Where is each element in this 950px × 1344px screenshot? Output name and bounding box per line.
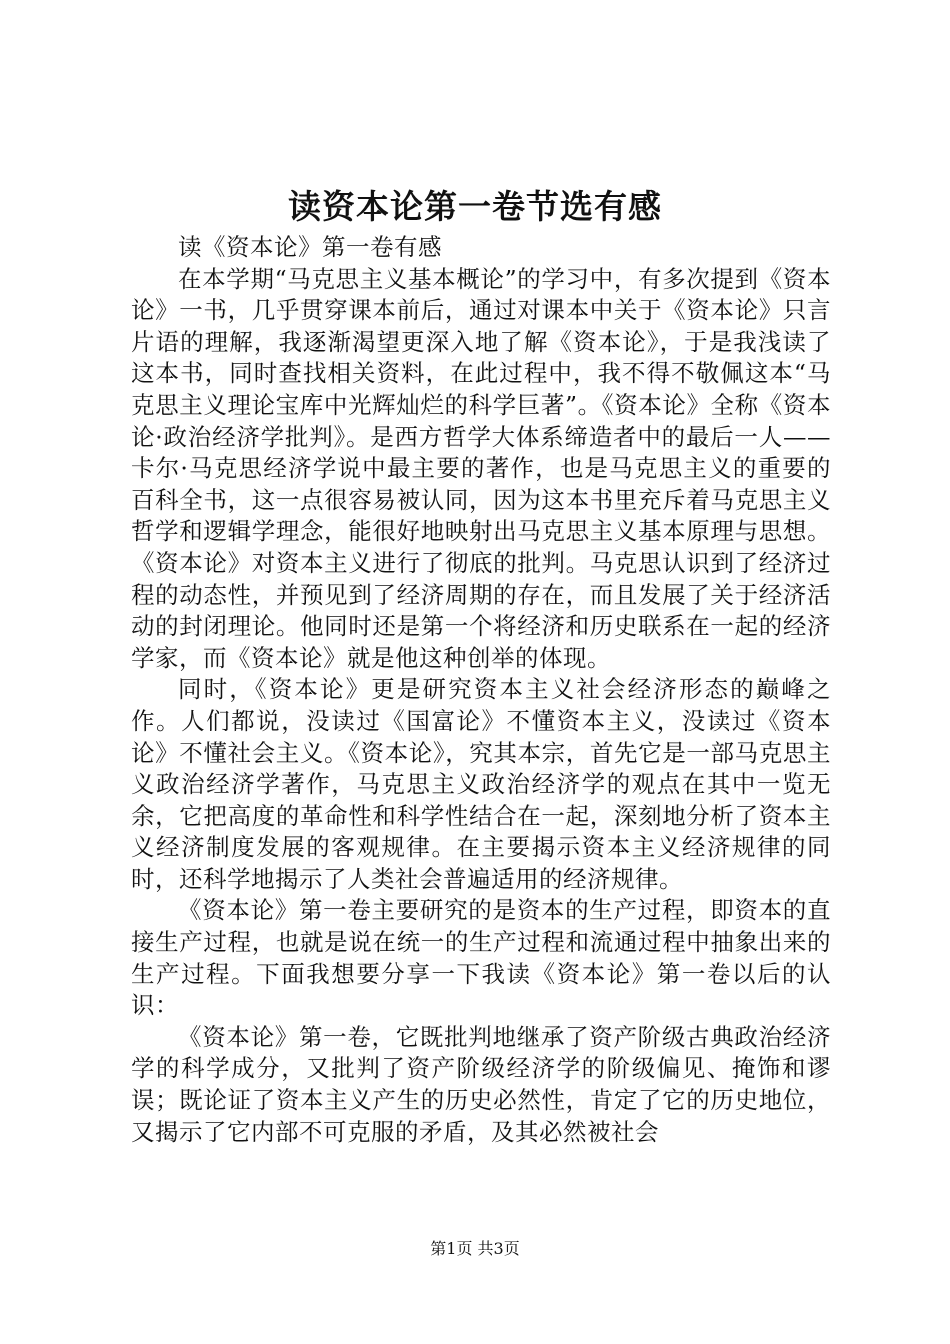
paragraph: 《资本论》第一卷，它既批判地继承了资产阶级古典政治经济学的科学成分，又批判了资产阶级经济学的阶级偏见、掩饰和谬误；既论证了资本主义产生的历史必然性，肯定了它的历史地位，又揭示了它内部不可克服的矛盾，及其必然被社会 [131, 1022, 831, 1146]
document-title: 读资本论第一卷节选有感 [288, 187, 662, 226]
paragraph-subtitle: 读《资本论》第一卷有感 [178, 233, 442, 261]
document-body [131, 232, 831, 1148]
page-footer: 第1页 共3页 [430, 1239, 520, 1258]
paragraph: 在本学期“马克思主义基本概论”的学习中，有多次提到《资本论》一书，几乎贯穿课本前后，通过对课本中关于《资本论》只言片语的理解，我逐渐渴望更深入地了解《资本论》，于是我浅读了这本书，同时查找相关资料，在此过程中，我不得不敬佩这本“马克思主义理论宝库中光辉灿烂的科学巨著”。《资本论》全称《资本论·政治经济学批判》。是西方哲学大体系缔造者中的最后一人——卡尔·马克思经济学说中最主要的著作，也是马克思主义的重要的百科全书，这一点很容易被认同，因为这本书里充斥着马克思主义哲学和逻辑学理念，能很好地映射出马克思主义基本原理与思想。《资本论》对资本主义进行了彻底的批判。马克思认识到了经济过程的动态性，并预见到了经济周期的存在，而且发展了关于经济活动的封闭理论。他同时还是第一个将经济和历史联系在一起的经济学家，而《资本论》就是他这种创举的体现。 [131, 264, 831, 672]
paragraph: 《资本论》第一卷主要研究的是资本的生产过程，即资本的直接生产过程，也就是说在统一的生产过程和流通过程中抽象出来的生产过程。下面我想要分享一下我读《资本论》第一卷以后的认识： [131, 896, 831, 1020]
paragraph: 同时，《资本论》更是研究资本主义社会经济形态的巅峰之作。人们都说，没读过《国富论》不懂资本主义，没读过《资本论》不懂社会主义。《资本论》，究其本宗，首先它是一部马克思主义政治经济学著作，马克思主义政治经济学的观点在其中一览无余，它把高度的革命性和科学性结合在一起，深刻地分析了资本主义经济制度发展的客观规律。在主要揭示资本主义经济规律的同时，还科学地揭示了人类社会普遍适用的经济规律。 [131, 675, 831, 893]
